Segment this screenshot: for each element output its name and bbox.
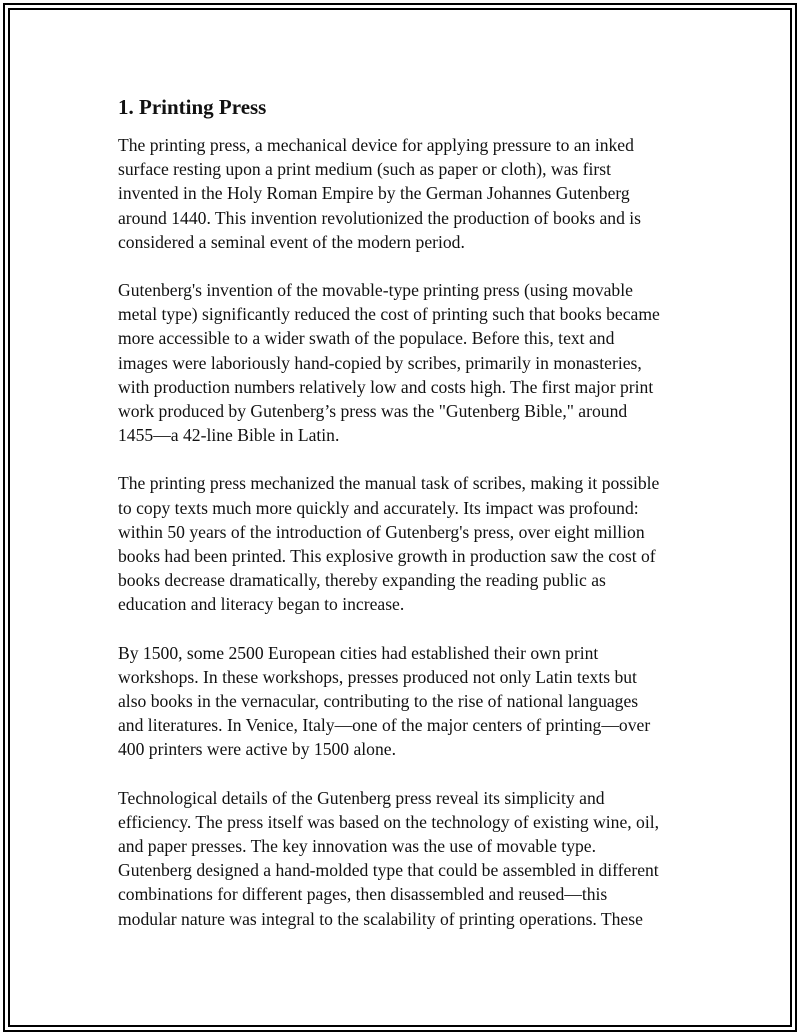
paragraph xyxy=(118,133,698,254)
text-line: considered a seminal event of the modern period. xyxy=(118,231,465,252)
text-line: combinations for different pages, then disassembled and reused—this xyxy=(118,884,608,905)
text-line: with production numbers relatively low and costs high. The first major print xyxy=(118,376,654,397)
text-line: surface resting upon a print medium (such as paper or cloth), was first xyxy=(118,159,611,180)
text-line: around 1440. This invention revolutionized the production of books and is xyxy=(118,207,642,228)
text-line: modular nature was integral to the scalability of printing operations. These xyxy=(118,908,643,929)
text-line: images were laboriously hand-copied by scribes, primarily in monasteries, xyxy=(118,352,642,373)
text-line: workshops. In these workshops, presses produced not only Latin texts but xyxy=(118,666,637,687)
paragraph xyxy=(118,786,698,931)
text-line: also books in the vernacular, contributing to the rise of national languages xyxy=(118,691,639,712)
document-body xyxy=(118,94,698,955)
text-line: efficiency. The press itself was based on the technology of existing wine, oil, xyxy=(118,811,660,832)
text-line: and paper presses. The key innovation was the use of movable type. xyxy=(118,836,596,857)
text-line: 400 printers were active by 1500 alone. xyxy=(118,739,396,760)
text-line: 1455—a 42-line Bible in Latin. xyxy=(118,425,340,446)
text-line: Technological details of the Gutenberg press reveal its simplicity and xyxy=(118,787,605,808)
text-line: Gutenberg designed a hand-molded type that could be assembled in different xyxy=(118,860,659,881)
paragraph xyxy=(118,641,698,762)
text-line: The printing press, a mechanical device for applying pressure to an inked xyxy=(118,135,634,155)
text-line: By 1500, some 2500 European cities had established their own print xyxy=(118,642,599,663)
text-line: work produced by Gutenberg’s press was the "Gutenberg Bible," around xyxy=(118,401,628,422)
text-line: more accessible to a wider swath of the populace. Before this, text and xyxy=(118,328,615,349)
text-line: education and literacy began to increase. xyxy=(118,594,405,615)
section-title: 1. Printing Press xyxy=(118,95,267,119)
text-line: books had been printed. This explosive growth in production saw the cost of xyxy=(118,546,656,567)
text-line: Gutenberg's invention of the movable-type printing press (using movable xyxy=(118,280,633,301)
text-line: The printing press mechanized the manual task of scribes, making it possible xyxy=(118,473,660,494)
text-line: books decrease dramatically, thereby expanding the reading public as xyxy=(118,570,606,591)
paragraph xyxy=(118,278,698,447)
paragraph xyxy=(118,471,698,616)
text-line: invented in the Holy Roman Empire by the German Johannes Gutenberg xyxy=(118,183,630,204)
text-line: metal type) significantly reduced the cost of printing such that books became xyxy=(118,304,660,325)
text-line: to copy texts much more quickly and accurately. Its impact was profound: xyxy=(118,497,639,518)
text-line: and literatures. In Venice, Italy—one of the major centers of printing—over xyxy=(118,715,651,736)
text-line: within 50 years of the introduction of Gutenberg's press, over eight million xyxy=(118,521,645,542)
